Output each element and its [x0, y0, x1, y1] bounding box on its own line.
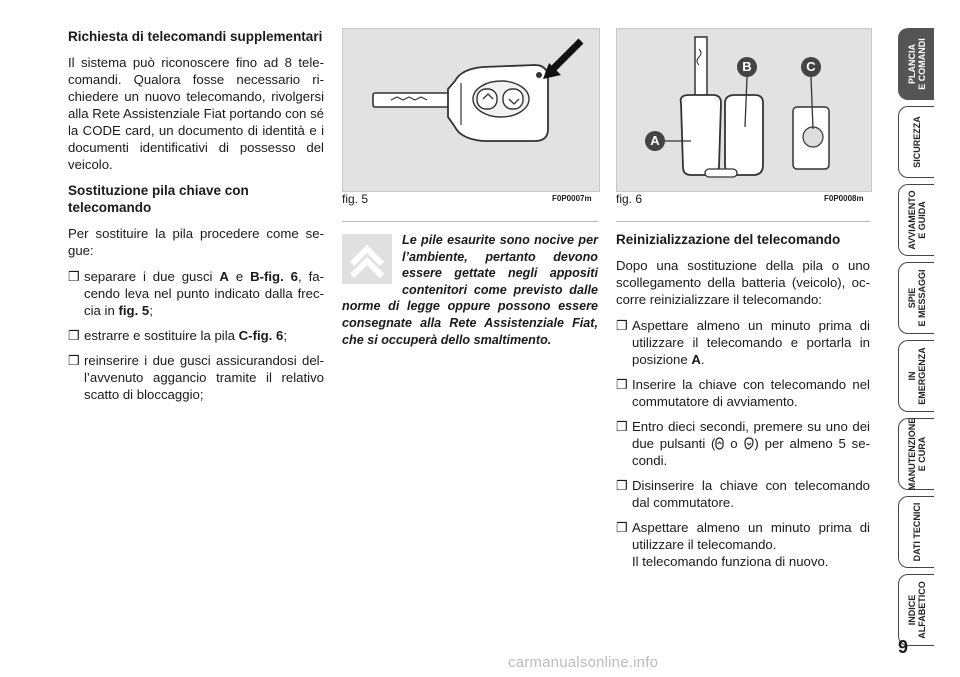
heading-extra-remotes: Richiesta di telecomandi supplementari — [68, 29, 323, 44]
list-item: ❒ Inserire la chiave con telecomando nel commutatore di avviamento. — [616, 377, 870, 409]
tab-dati-tecnici[interactable]: DATI TECNICI — [898, 496, 934, 568]
paragraph-reinitialization: Dopo una sostituzione della pila o uno scollegamento della batteria (veicolo), occorre reinizializzare il telecomando: — [616, 258, 870, 307]
list-item: ❒ reinserire i due gusci assicurandosi dell’avvenuto aggancio tramite il relativo scatto di bloccaggio; — [68, 353, 324, 402]
tab-in-emergenza[interactable]: IN EMERGENZA — [898, 340, 934, 412]
label-c: C — [801, 57, 821, 77]
figure-6-key-open-illustration — [616, 28, 872, 192]
tab-plancia-e-comandi[interactable]: PLANCIA E COMANDI — [898, 28, 934, 100]
left-column — [68, 28, 324, 411]
key-fob-icon — [343, 29, 599, 191]
watermark: carmanualsonline.info — [508, 654, 659, 671]
bullet-icon: ❒ — [68, 269, 80, 284]
battery-steps-list — [68, 268, 324, 403]
opened-key-fob-icon — [617, 29, 871, 191]
label-b: B — [737, 57, 757, 77]
warning-text: Le pile esaurite sono nocive per l’ambiente, pertanto devono essere gettate negli appositi contenitori come previsto dalle norme di legge oppure possono essere consegnate alla Rete Assistenziale Fiat, che si occuperà dello smaltimento. — [342, 233, 598, 347]
figure-6-code: F0P0008m — [824, 194, 864, 203]
bullet-icon: ❒ — [68, 353, 80, 368]
figure-5-key-illustration — [342, 28, 600, 192]
list-item: ❒ estrarre e sostituire la pila C-fig. 6; — [68, 328, 288, 343]
tab-avviamento-e-guida[interactable]: AVVIAMENTO E GUIDA — [898, 184, 934, 256]
tab-indice-alfabetico[interactable]: INDICE ALFABETICO — [898, 574, 934, 646]
list-item: ❒ Entro dieci secondi, premere su uno dei due pulsanti ( o ) per almeno 5 secondi. — [616, 419, 871, 468]
list-item: ❒ Aspettare almeno un minuto prima di utilizzare il telecomando e portarla in posizione A. — [616, 318, 870, 367]
bullet-icon: ❒ — [616, 478, 628, 493]
bullet-icon: ❒ — [616, 318, 628, 333]
figure-5-caption: fig. 5 — [342, 192, 369, 206]
divider — [342, 221, 598, 222]
figure-6-caption: fig. 6 — [616, 192, 643, 206]
page-number: 9 — [898, 637, 909, 657]
heading-battery-replacement: Sostituzione pila chiave con telecomando — [68, 183, 249, 215]
paragraph-extra-remotes: Il sistema può riconoscere fino ad 8 telecomandi. Qualora fosse necessario richiedere un nuovo telecomando, rivolgersi alla Rete Assistenziale Fiat portando con sé la CODE card, un documento di identità e i documenti identificativi di possesso del veicolo. — [68, 55, 324, 172]
right-column — [616, 231, 870, 578]
divider — [616, 221, 870, 222]
unlock-button-icon — [743, 437, 754, 450]
list-item: ❒ separare i due gusci A e B-fig. 6, facendo leva nel punto indicato dalla freccia in fig. 5; — [68, 269, 324, 318]
tab-spie-e-messaggi[interactable]: SPIE E MESSAGGI — [898, 262, 934, 334]
list-item: ❒ Aspettare almeno un minuto prima di utilizzare il telecomando. Il telecomando funziona di nuovo. — [616, 520, 870, 569]
tab-manutenzione-e-cura[interactable]: MANUTENZIONE E CURA — [898, 418, 934, 490]
heading-reinitialization: Reinizializzazione del telecomando — [616, 232, 841, 247]
bullet-icon: ❒ — [616, 520, 628, 535]
bullet-icon: ❒ — [68, 328, 80, 343]
list-item: ❒ Disinserire la chiave con telecomando dal commutatore. — [616, 478, 870, 510]
figure-5-code: F0P0007m — [552, 194, 592, 203]
tab-sicurezza[interactable]: SICUREZZA — [898, 106, 934, 178]
reinit-steps-list — [616, 317, 870, 570]
bullet-icon: ❒ — [616, 377, 628, 392]
label-a: A — [645, 131, 665, 151]
environment-warning-note — [342, 232, 598, 348]
recycle-warning-icon — [342, 234, 392, 284]
paragraph-battery-intro: Per sostituire la pila procedere come segue: — [68, 226, 324, 258]
bullet-icon: ❒ — [616, 419, 628, 434]
